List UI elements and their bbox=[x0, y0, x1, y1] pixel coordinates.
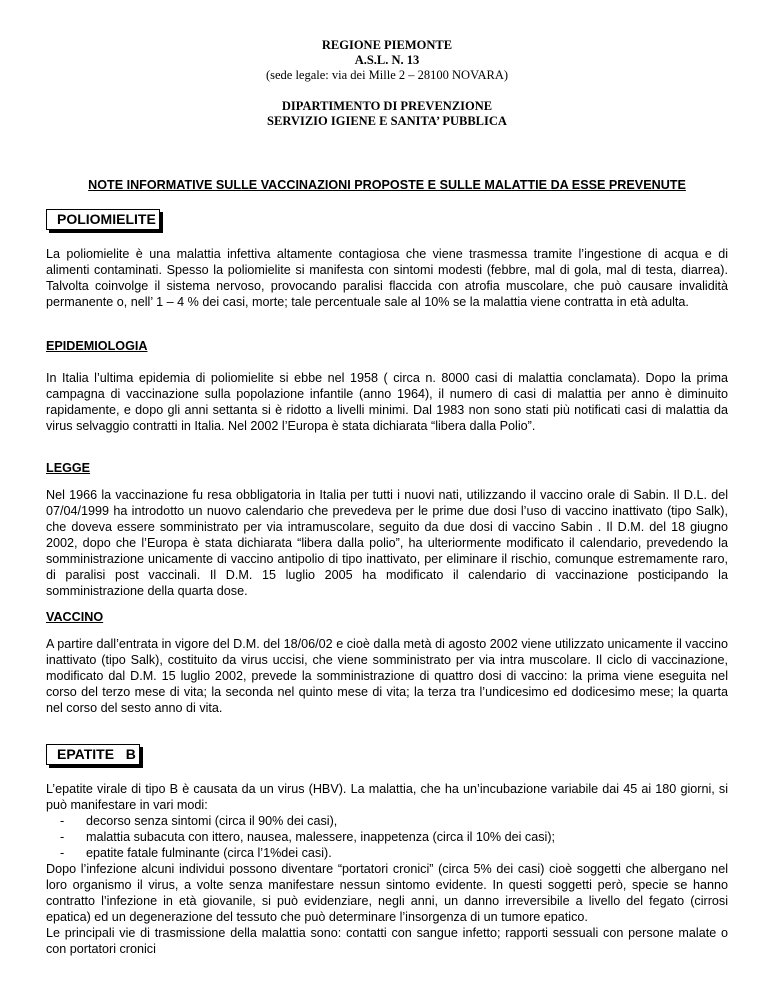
list-item: - malattia subacuta con ittero, nausea, malessere, inappetenza (circa il 10% dei casi); bbox=[46, 829, 728, 845]
hepb-chronic-carriers: Dopo l’infezione alcuni individui possono diventare “portatori cronici” (circa 5% dei casi) cioè soggetti che albergano nel loro organismo il virus, a volte senza manifestare nessun sintomo evidente. In questi soggetti però, specie se hanno contratto l’infezione in età giovanile, si può evidenziare, negli anni, un danno irreversibile a livello del fegato (cirrosi epatica) ed un degenerazione del tessuto che può determinare l’insorgenza di un tumore epatico. bbox=[46, 862, 728, 924]
list-item: - epatite fatale fulminante (circa l’1%dei casi). bbox=[46, 845, 728, 861]
department-name: DIPARTIMENTO DI PREVENZIONE bbox=[281, 99, 493, 113]
asl-address: (sede legale: via dei Mille 2 – 28100 NOVARA) bbox=[265, 68, 509, 82]
subheading-epidemiologia: EPIDEMIOLOGIA bbox=[46, 339, 148, 353]
polio-epidemiology-text: In Italia l’ultima epidemia di poliomielite si ebbe nel 1958 ( circa n. 8000 casi di malattia conclamata). Dopo la prima campagna di vaccinazione sulla popolazione infantile (anno 1964), il numero di casi di malattia per anno è diminuito rapidamente, e dopo gli anni settanta si è ridotto a livelli minimi. Dal 1983 non sono stati più notificati casi di malattia da virus selvaggio contratti in Italia. Nel 2002 l’Europa è stata dichiarata “libera dalla Polio”. bbox=[46, 371, 728, 433]
asl-name: A.S.L. N. 13 bbox=[354, 53, 420, 67]
polio-intro: La poliomielite è una malattia infettiva altamente contagiosa che viene trasmessa tramite l’ingestione di acqua e di alimenti contaminati. Spesso la poliomielite si manifesta con sintomi modesti (febbre, mal di gola, mal di testa, diarrea). Talvolta coinvolge il sistema nervoso, provocando paralisi flaccida con atrofia muscolare, che può causare invalidità permanente o, nell’ 1 – 4 % dei casi, morte; tale percentuale sale al 10% se la malattia viene contratta in età adulta. bbox=[46, 247, 728, 309]
subheading-legge: LEGGE bbox=[46, 461, 91, 475]
polio-vaccine-text: A partire dall’entrata in vigore del D.M. del 18/06/02 e cioè dalla metà di agosto 2002 viene utilizzato unicamente il vaccino inattivato (tipo Salk), costituito da virus uccisi, che viene somministrato per via intra muscolare. Il ciclo di vaccinazione, modificato dal D.M. 15 luglio 2002, prevede la somministrazione di quattro dosi di vaccino: la prima viene eseguita nel corso del terzo mese di vita; la seconda nel quinto mese di vita; la terza tra l’undicesimo ed dodicesimo mese; la quarta nel corso del sesto anno di vita. bbox=[46, 637, 728, 715]
polio-law-text: Nel 1966 la vaccinazione fu resa obbligatoria in Italia per tutti i nuovi nati, utilizzando il vaccino orale di Sabin. Il D.L. del 07/04/1999 ha introdotto un nuovo calendario che prevedeva per le prime due dosi l’uso di vaccino inattivato (tipo Salk), che doveva essere somministrato per via intramuscolare, seguito da due dosi di vaccino Sabin . Il D.M. del 18 giugno 2002, dopo che l’Europa è stata dichiarata “libera dalla polio”, ha ulteriormente modificato il calendario, prevedendo la somministrazione unicamente di vaccino antipolio di tipo inattivato, per eliminare il rischio, comunque estremamente raro, di paralisi post vaccinali. Il D.M. 15 luglio 2005 ha modificato il calendario di vaccinazione posticipando la somministrazione della quarta dose. bbox=[46, 488, 728, 598]
hepb-intro: L’epatite virale di tipo B è causata da un virus (HBV). La malattia, che ha un’incubazione variabile dai 45 ai 180 giorni, si può manifestare in vari modi: bbox=[46, 782, 728, 812]
hepb-body bbox=[46, 781, 728, 957]
section-heading-hepatitis-b: EPATITE B bbox=[46, 744, 140, 765]
region-name: REGIONE PIEMONTE bbox=[321, 38, 453, 52]
hepb-course-list bbox=[46, 813, 728, 861]
subheading-vaccino: VACCINO bbox=[46, 610, 104, 624]
list-item: - decorso senza sintomi (circa il 90% dei casi), bbox=[46, 813, 728, 829]
section-heading-polio: POLIOMIELITE bbox=[46, 209, 160, 230]
department-heading bbox=[46, 99, 728, 129]
service-name: SERVIZIO IGIENE E SANITA’ PUBBLICA bbox=[267, 114, 507, 128]
document-title: NOTE INFORMATIVE SULLE VACCINAZIONI PROPOSTE E SULLE MALATTIE DA ESSE PREVENUTE bbox=[88, 178, 686, 192]
hepb-transmission: Le principali vie di trasmissione della malattia sono: contatti con sangue infetto; rapporti sessuali con persone malate o con portatori cronici bbox=[46, 926, 728, 956]
letterhead bbox=[46, 38, 728, 83]
